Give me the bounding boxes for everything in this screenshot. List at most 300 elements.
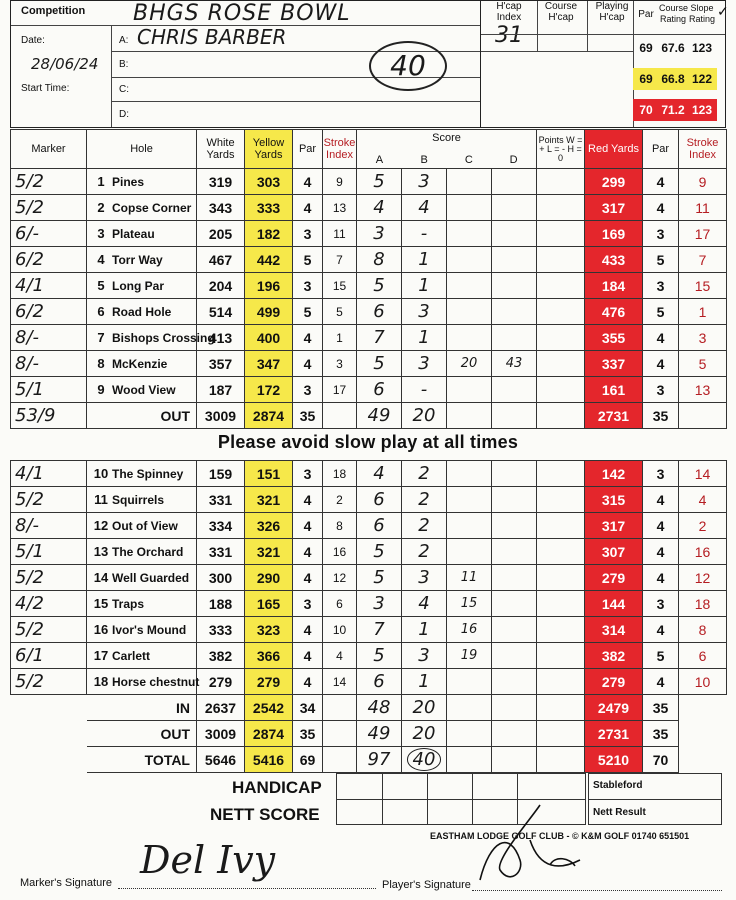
points-cell: [537, 221, 585, 247]
marker-cell: 5/2: [11, 565, 87, 591]
score-b-cell: 2: [402, 539, 447, 565]
hole-row: [11, 247, 727, 273]
hole-number: 14: [93, 570, 109, 585]
red-stroke-index-cell: 4: [679, 487, 727, 513]
score-c-cell: [447, 461, 492, 487]
rating-slope-1: 123: [691, 41, 713, 55]
hole-name-cell: [87, 461, 197, 487]
in-par: 34: [293, 695, 323, 721]
handicap-label: HANDICAP: [232, 778, 322, 797]
points-cell: [537, 169, 585, 195]
par-cell: 3: [293, 273, 323, 299]
total-score-b: [402, 747, 447, 773]
red-stroke-index-cell: 16: [679, 539, 727, 565]
score-b-header: B: [420, 154, 428, 166]
red-yards-cell: 382: [585, 643, 643, 669]
out-red-par: 35: [643, 403, 679, 429]
hole-number: 9: [97, 382, 105, 397]
score-c-cell: [447, 169, 492, 195]
hole-name: Squirrels: [112, 493, 165, 507]
red-par-cell: 4: [643, 487, 679, 513]
in-red-par: 35: [643, 695, 679, 721]
white-yards-cell: 319: [197, 169, 245, 195]
score-b-cell: 3: [402, 299, 447, 325]
par-cell: 3: [293, 221, 323, 247]
score-c-cell: [447, 487, 492, 513]
marker-cell: 5/2: [11, 669, 87, 695]
red-stroke-index-cell: 15: [679, 273, 727, 299]
out2-red-par: 35: [643, 721, 679, 747]
total-label: TOTAL: [87, 747, 197, 773]
score-b-cell: 2: [402, 461, 447, 487]
hole-name-cell: [87, 377, 197, 403]
stroke-index-header: Stroke Index: [323, 130, 357, 169]
rating-par-1: 69: [639, 41, 653, 55]
score-b-cell: 2: [402, 487, 447, 513]
red-stroke-index-cell: 11: [679, 195, 727, 221]
red-par-cell: 5: [643, 643, 679, 669]
hole-number: 10: [93, 466, 109, 481]
white-yards-cell: 187: [197, 377, 245, 403]
par-cell: 3: [293, 461, 323, 487]
score-a-cell: 6: [357, 487, 402, 513]
white-yards-cell: 331: [197, 487, 245, 513]
hole-name: Road Hole: [112, 305, 172, 319]
red-stroke-index-cell: 18: [679, 591, 727, 617]
score-c-cell: 20: [447, 351, 492, 377]
red-stroke-index-cell: 7: [679, 247, 727, 273]
in-white: 2637: [197, 695, 245, 721]
hole-name: Bishops Crossing: [112, 331, 215, 345]
yellow-yards-cell: 347: [245, 351, 293, 377]
red-stroke-index-cell: 8: [679, 617, 727, 643]
white-yards-cell: 159: [197, 461, 245, 487]
red-par-cell: 3: [643, 273, 679, 299]
column-headers: [11, 130, 727, 169]
rating-par-3: 70: [633, 99, 659, 121]
points-cell: [537, 643, 585, 669]
hole-name: The Spinney: [112, 467, 184, 481]
score-b-cell: 3: [402, 169, 447, 195]
par-cell: 3: [293, 591, 323, 617]
red-par-cell: 4: [643, 325, 679, 351]
red-yards-cell: 144: [585, 591, 643, 617]
hole-row: [11, 643, 727, 669]
white-yards-cell: 343: [197, 195, 245, 221]
out2-red: 2731: [585, 721, 643, 747]
red-stroke-index-cell: 9: [679, 169, 727, 195]
total-yellow: 5416: [245, 747, 293, 773]
red-stroke-index-cell: 10: [679, 669, 727, 695]
points-cell: [537, 195, 585, 221]
white-yards-cell: 357: [197, 351, 245, 377]
hole-name: Traps: [112, 597, 145, 611]
score-a-cell: 6: [357, 669, 402, 695]
red-yards-cell: 317: [585, 513, 643, 539]
par-cell: 3: [293, 377, 323, 403]
competition-block: [11, 1, 481, 127]
marker-header: Marker: [11, 130, 87, 169]
hole-name: Wood View: [112, 383, 176, 397]
in-yellow: 2542: [245, 695, 293, 721]
marker-cell: 4/1: [11, 461, 87, 487]
white-yards-cell: 188: [197, 591, 245, 617]
score-c-cell: [447, 513, 492, 539]
score-d-cell: [492, 169, 537, 195]
slow-play-banner: Please avoid slow play at all times: [217, 432, 519, 452]
stroke-index-cell: 9: [323, 169, 357, 195]
hole-name: Pines: [112, 175, 145, 189]
red-par-cell: 5: [643, 247, 679, 273]
white-yards-header: White Yards: [197, 130, 245, 169]
score-b-cell: 4: [402, 591, 447, 617]
marker-cell: 8/-: [11, 351, 87, 377]
red-yards-cell: 315: [585, 487, 643, 513]
score-d-cell: [492, 513, 537, 539]
red-par-cell: 3: [643, 221, 679, 247]
out-par: 35: [293, 403, 323, 429]
marker-cell: 5/2: [11, 617, 87, 643]
score-d-cell: [492, 617, 537, 643]
hole-name: Horse chestnut: [112, 675, 200, 689]
date-value: 28/06/24: [31, 55, 99, 73]
hole-row: [11, 591, 727, 617]
hole-number: 15: [93, 596, 109, 611]
par-cell: 4: [293, 169, 323, 195]
out-row-2: [11, 721, 727, 747]
score-a-cell: 8: [357, 247, 402, 273]
out2-score-a: 49: [357, 721, 402, 747]
stroke-index-cell: 8: [323, 513, 357, 539]
hole-name: Ivor's Mound: [112, 623, 187, 637]
score-a-header: A: [375, 154, 384, 166]
in-score-b: 20: [402, 695, 447, 721]
red-par-cell: 4: [643, 617, 679, 643]
out-yellow: 2874: [245, 403, 293, 429]
hole-row: [11, 169, 727, 195]
stroke-index-cell: 6: [323, 591, 357, 617]
handicap-block: [481, 1, 729, 127]
red-stroke-index-cell: 13: [679, 377, 727, 403]
score-a-cell: 5: [357, 169, 402, 195]
score-b-cell: 3: [402, 351, 447, 377]
white-yards-cell: 514: [197, 299, 245, 325]
scorecard-header: [10, 0, 729, 128]
score-d-cell: 43: [492, 351, 537, 377]
yellow-yards-cell: 279: [245, 669, 293, 695]
score-d-cell: [492, 487, 537, 513]
score-c-cell: 16: [447, 617, 492, 643]
marker-cell: 6/-: [11, 221, 87, 247]
player-d-label: D:: [119, 109, 129, 120]
hole-row: [11, 195, 727, 221]
score-a-cell: 3: [357, 591, 402, 617]
out2-score-b: 20: [402, 721, 447, 747]
red-stroke-index-cell: 17: [679, 221, 727, 247]
score-b-cell: 1: [402, 617, 447, 643]
score-a-cell: 5: [357, 539, 402, 565]
score-d-cell: [492, 325, 537, 351]
hole-number: 18: [93, 674, 109, 689]
competition-label: Competition: [21, 5, 86, 17]
hole-name-cell: [87, 273, 197, 299]
marker-cell: 8/-: [11, 325, 87, 351]
stroke-index-cell: 3: [323, 351, 357, 377]
start-time-label: Start Time:: [21, 83, 70, 94]
points-cell: [537, 591, 585, 617]
hole-row: [11, 377, 727, 403]
in-row: [11, 695, 727, 721]
par-header: Par: [293, 130, 323, 169]
rating-par-2: 69: [633, 68, 659, 90]
marker-cell: 5/2: [11, 195, 87, 221]
par-cell: 4: [293, 669, 323, 695]
score-c-cell: [447, 539, 492, 565]
score-c-cell: 19: [447, 643, 492, 669]
hole-number: 5: [97, 278, 105, 293]
playing-hcap-label: Playing H'cap: [595, 1, 629, 23]
hole-row: [11, 669, 727, 695]
player-b-label: B:: [119, 59, 129, 70]
stableford-label: Stableford: [593, 780, 643, 791]
points-cell: [537, 539, 585, 565]
score-d-cell: [492, 377, 537, 403]
marker-cell: 6/1: [11, 643, 87, 669]
yellow-yards-cell: 323: [245, 617, 293, 643]
competition-value: BHGS ROSE BOWL: [133, 1, 351, 26]
score-c-cell: [447, 273, 492, 299]
red-par-cell: 4: [643, 169, 679, 195]
yellow-yards-cell: 303: [245, 169, 293, 195]
score-c-header: C: [464, 154, 473, 166]
hole-header: Hole: [87, 130, 197, 169]
hole-row: [11, 513, 727, 539]
player-signature-scribble: [460, 800, 610, 895]
hole-name: The Orchard: [112, 545, 184, 559]
hole-number: 16: [93, 622, 109, 637]
rating-course-1: 67.6: [661, 41, 685, 55]
hole-name-cell: [87, 325, 215, 351]
out2-white: 3009: [197, 721, 245, 747]
par-cell: 4: [293, 195, 323, 221]
yellow-yards-cell: 151: [245, 461, 293, 487]
yellow-yards-cell: 196: [245, 273, 293, 299]
stroke-index-cell: 15: [323, 273, 357, 299]
score-d-cell: [492, 643, 537, 669]
white-yards-cell: 279: [197, 669, 245, 695]
hole-number: 3: [97, 226, 105, 241]
score-c-cell: 15: [447, 591, 492, 617]
hole-number: 8: [97, 356, 105, 371]
marker-signature-line: [118, 888, 376, 889]
front-nine-table: [10, 129, 727, 429]
score-d-cell: [492, 565, 537, 591]
score-b-cell: 3: [402, 565, 447, 591]
score-a-cell: 6: [357, 299, 402, 325]
score-c-cell: [447, 247, 492, 273]
score-b-cell: 2: [402, 513, 447, 539]
score-a-cell: 4: [357, 461, 402, 487]
stroke-index-cell: 5: [323, 299, 357, 325]
marker-signature: Del Ivy: [140, 838, 276, 882]
yellow-yards-cell: 326: [245, 513, 293, 539]
red-yards-cell: 355: [585, 325, 643, 351]
player-c-label: C:: [119, 84, 129, 95]
hole-name: Well Guarded: [112, 571, 190, 585]
total-score-a: 97: [357, 747, 402, 773]
marker-cell: 5/1: [11, 377, 87, 403]
score-c-cell: [447, 325, 492, 351]
white-yards-cell: 333: [197, 617, 245, 643]
score-d-cell: [492, 539, 537, 565]
red-yards-cell: 317: [585, 195, 643, 221]
hole-number: 17: [93, 648, 109, 663]
out-label: OUT: [87, 403, 197, 429]
hole-row: [11, 299, 727, 325]
circled-total: 40: [369, 41, 447, 91]
out2-yellow: 2874: [245, 721, 293, 747]
yellow-yards-cell: 321: [245, 487, 293, 513]
nett-score-label: NETT SCORE: [210, 805, 320, 824]
red-par-cell: 4: [643, 565, 679, 591]
hole-name-cell: [87, 195, 197, 221]
hole-name: Out of View: [112, 519, 178, 533]
hole-name: Long Par: [112, 279, 165, 293]
hole-name: Copse Corner: [112, 201, 192, 215]
score-label: Score: [432, 132, 461, 144]
hole-name: Carlett: [112, 649, 151, 663]
marker-cell: 4/2: [11, 591, 87, 617]
score-c-cell: [447, 669, 492, 695]
score-d-cell: [492, 195, 537, 221]
score-b-cell: -: [402, 377, 447, 403]
points-cell: [537, 669, 585, 695]
hole-name: McKenzie: [112, 357, 168, 371]
hole-name-cell: [87, 221, 197, 247]
hole-row: [11, 487, 727, 513]
score-a-cell: 5: [357, 273, 402, 299]
score-b-cell: 1: [402, 247, 447, 273]
player-a-label: A:: [119, 35, 129, 46]
stroke-index-cell: 4: [323, 643, 357, 669]
hole-number: 6: [97, 304, 105, 319]
hole-name-cell: [87, 513, 197, 539]
red-par-cell: 3: [643, 461, 679, 487]
out-score-a: 49: [357, 403, 402, 429]
marker-cell: 6/2: [11, 299, 87, 325]
hole-number: 2: [97, 200, 105, 215]
hole-name-cell: [87, 617, 197, 643]
score-d-cell: [492, 221, 537, 247]
white-yards-cell: 467: [197, 247, 245, 273]
in-label: IN: [87, 695, 197, 721]
total-par: 69: [293, 747, 323, 773]
white-yards-cell: 413: [197, 325, 245, 351]
red-par-cell: 4: [643, 539, 679, 565]
rating-slope-2: 122: [687, 68, 717, 90]
hole-name-cell: [87, 565, 197, 591]
score-c-cell: [447, 299, 492, 325]
points-cell: [537, 299, 585, 325]
yellow-yards-cell: 366: [245, 643, 293, 669]
score-d-cell: [492, 299, 537, 325]
points-cell: [537, 325, 585, 351]
white-yards-cell: 382: [197, 643, 245, 669]
hole-number: 13: [93, 544, 109, 559]
club-footer: EASTHAM LODGE GOLF CLUB - © K&M GOLF 01740 651501: [430, 831, 690, 841]
hole-number: 7: [97, 330, 105, 345]
out2-label: OUT: [87, 721, 197, 747]
par-cell: 5: [293, 247, 323, 273]
white-yards-cell: 204: [197, 273, 245, 299]
points-cell: [537, 273, 585, 299]
score-d-cell: [492, 461, 537, 487]
score-d-cell: [492, 273, 537, 299]
red-stroke-index-cell: 12: [679, 565, 727, 591]
yellow-yards-cell: 400: [245, 325, 293, 351]
red-yards-cell: 169: [585, 221, 643, 247]
stroke-index-cell: 7: [323, 247, 357, 273]
rating-slope-3: 123: [687, 99, 717, 121]
total-row: [11, 747, 727, 773]
par-cell: 4: [293, 643, 323, 669]
par-cell: 4: [293, 325, 323, 351]
score-b-cell: 1: [402, 325, 447, 351]
hole-row: [11, 273, 727, 299]
yellow-yards-cell: 172: [245, 377, 293, 403]
hcap-index-value: 31: [495, 23, 523, 48]
stroke-index-cell: 11: [323, 221, 357, 247]
points-cell: [537, 565, 585, 591]
hole-row: [11, 351, 727, 377]
marker-cell: 6/2: [11, 247, 87, 273]
marker-cell: 5/2: [11, 487, 87, 513]
hole-number: 4: [97, 252, 105, 267]
out-marker: 53/9: [11, 403, 87, 429]
white-yards-cell: 300: [197, 565, 245, 591]
score-a-cell: 6: [357, 377, 402, 403]
score-d-cell: [492, 247, 537, 273]
score-b-cell: 4: [402, 195, 447, 221]
out-score-b: 20: [402, 403, 447, 429]
red-yards-cell: 337: [585, 351, 643, 377]
white-yards-cell: 205: [197, 221, 245, 247]
red-par-cell: 3: [643, 377, 679, 403]
hole-row: [11, 325, 727, 351]
hole-number: 12: [93, 518, 109, 533]
yellow-yards-cell: 290: [245, 565, 293, 591]
out-red: 2731: [585, 403, 643, 429]
red-yards-header: Red Yards: [585, 130, 643, 169]
points-cell: [537, 487, 585, 513]
hole-name-cell: [87, 487, 197, 513]
red-yards-cell: 299: [585, 169, 643, 195]
stroke-index-cell: 2: [323, 487, 357, 513]
score-d-header: D: [509, 154, 518, 166]
points-header: Points W = + L = - H = 0: [537, 130, 585, 169]
tick-mark: ✓: [717, 3, 729, 19]
stroke-index-cell: 16: [323, 539, 357, 565]
score-d-cell: [492, 591, 537, 617]
hole-row: [11, 617, 727, 643]
in-red: 2479: [585, 695, 643, 721]
hole-name-cell: [87, 169, 197, 195]
yellow-yards-cell: 442: [245, 247, 293, 273]
red-stroke-index-cell: 3: [679, 325, 727, 351]
points-cell: [537, 617, 585, 643]
hole-name-cell: [87, 591, 197, 617]
red-stroke-index-cell: 14: [679, 461, 727, 487]
